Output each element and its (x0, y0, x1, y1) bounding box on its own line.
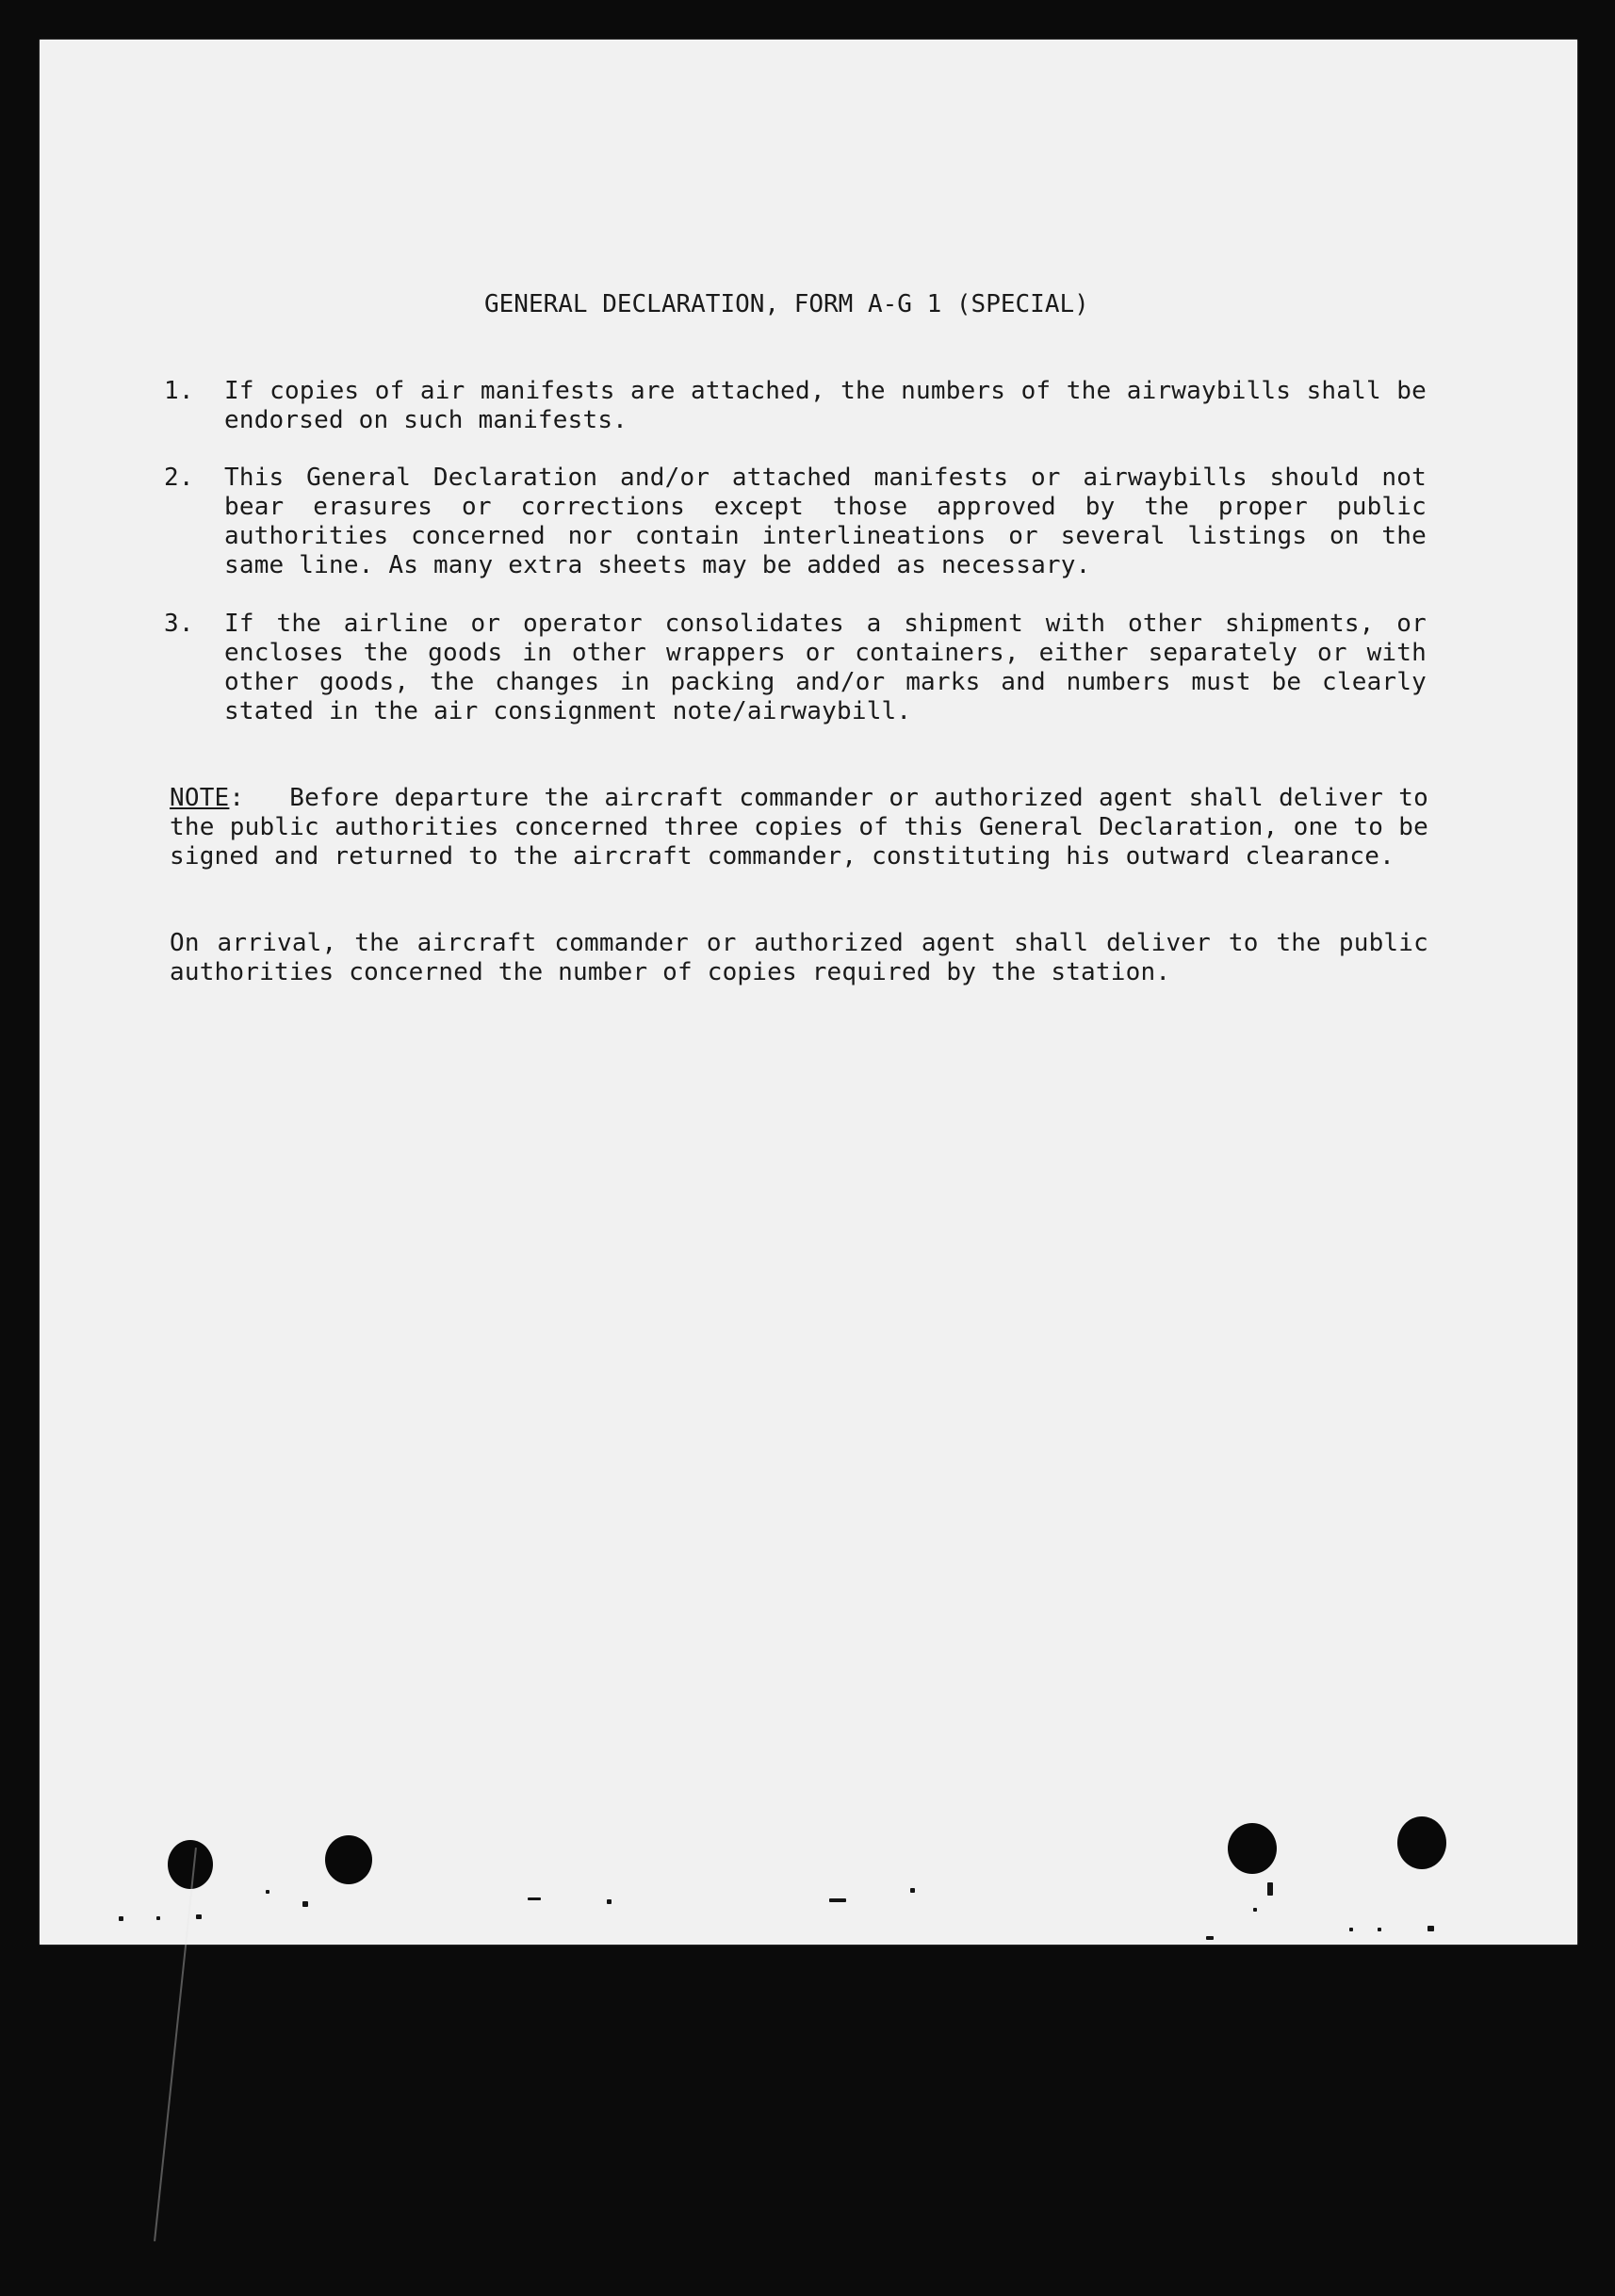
speck (1206, 1936, 1214, 1940)
note-paragraph (170, 784, 1428, 871)
note-text: Before departure the aircraft commander or authorized agent shall deliver to the public authorities concerned three copies of this General Declaration, one to be signed and returned to the aircraft commander, constituting his outward clearance. (170, 784, 1428, 871)
speck (607, 1899, 612, 1904)
punch-hole (325, 1835, 372, 1884)
speck (196, 1914, 202, 1919)
speck (156, 1916, 160, 1920)
item-number: 1. (164, 377, 194, 405)
document-title: GENERAL DECLARATION, FORM A-G 1 (SPECIAL) (484, 290, 1089, 318)
arrival-paragraph: On arrival, the aircraft commander or authorized agent shall deliver to the public authorities concerned the number of copies required by the station. (170, 929, 1428, 986)
item-text: If copies of air manifests are attached, the numbers of the airwaybills shall be endorsed on such manifests. (224, 377, 1427, 434)
speck (1427, 1926, 1434, 1931)
speck (829, 1898, 846, 1902)
punch-hole (1228, 1823, 1277, 1874)
document-page (40, 40, 1577, 1945)
speck (302, 1901, 308, 1907)
punch-hole (1397, 1816, 1446, 1869)
item-text: This General Declaration and/or attached manifests or airwaybills should not bear erasures or corrections except those approved by the proper public authorities concerned nor contain interlineations or several listings on the same line. As many extra sheets may be added as necessary. (224, 464, 1427, 579)
speck (528, 1897, 541, 1900)
speck (119, 1916, 123, 1921)
item-number: 3. (164, 610, 194, 638)
speck (1253, 1908, 1257, 1912)
item-text: If the airline or operator consolidates a shipment with other shipments, or encloses the goods in other wrappers or containers, either separately or with other goods, the changes in packing and/or marks and numbers must be clearly stated in the air consignment note/airwaybill. (224, 610, 1427, 725)
speck (910, 1888, 915, 1893)
speck (1267, 1882, 1273, 1896)
speck (1349, 1928, 1353, 1931)
speck (266, 1890, 269, 1894)
note-colon: : (229, 784, 245, 812)
punch-hole (168, 1840, 213, 1889)
speck (1378, 1928, 1381, 1931)
note-label: NOTE (170, 784, 230, 812)
item-number: 2. (164, 464, 194, 492)
